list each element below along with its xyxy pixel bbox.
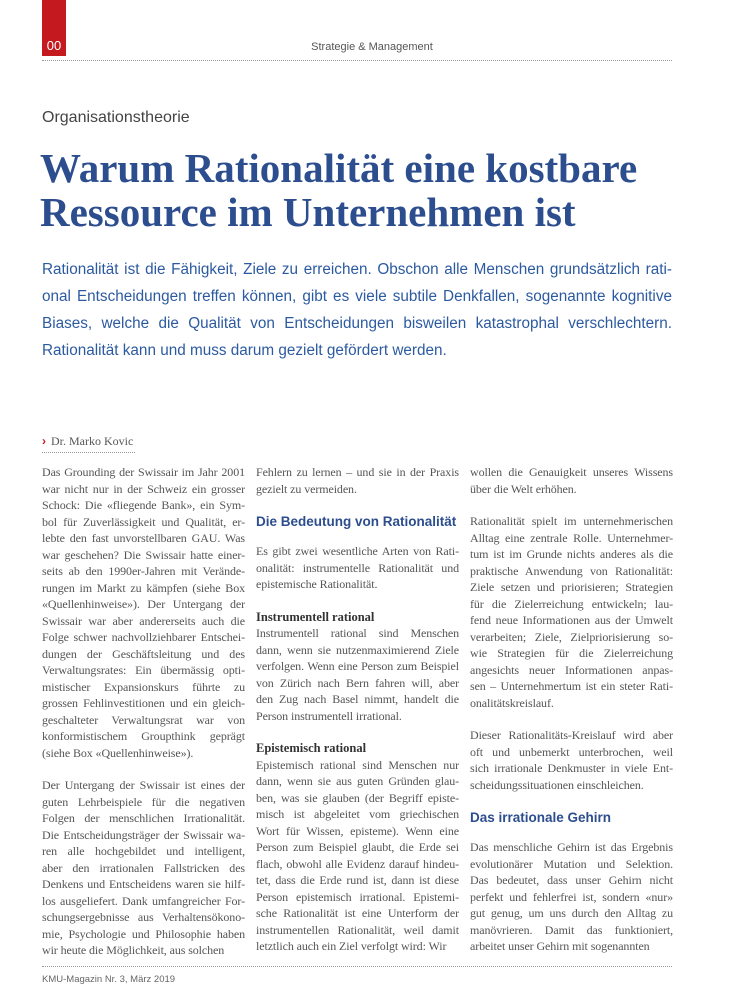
text-line: guten Lehrbeispiele für die negativen	[42, 794, 245, 809]
text-line: onalität: instrumentelle Rationalität und	[256, 560, 459, 575]
text-line: Die Entscheidungsträger der Swissair wa-	[42, 827, 245, 842]
text-line: epistemische Rationalität.	[256, 577, 378, 591]
body-paragraph	[256, 464, 459, 497]
text-line: war geschehen? Die Swissair hatte einer-	[42, 547, 245, 562]
text-line: evolutionärer Mutation und Selektion.	[470, 856, 673, 871]
lead-line: Biases, welche die Qualität von Entscheidungen bisweilen katastrophal verschlechtern.	[42, 315, 672, 332]
section-header: Strategie & Management	[311, 41, 433, 53]
text-line: ben, was sie glauben (der Begriff episte-	[256, 790, 459, 805]
text-line: konformistischem Groupthink geprägt	[42, 729, 245, 743]
text-line: dann, wenn sie aus guten Gründen glau-	[256, 774, 459, 788]
text-line: über die Welt erhöhen.	[470, 481, 577, 496]
text-line: Schock: Die «fliegende Bank», ein Sym-	[42, 498, 245, 512]
lead-paragraph	[42, 256, 672, 364]
text-line: wollen die Genauigkeit unseres Wissens	[470, 465, 673, 479]
text-line: gezielt zu vermeiden.	[256, 481, 357, 496]
text-line: tum ist im Grunde nichts anderes als die	[470, 547, 673, 561]
text-line: Der Untergang der Swissair ist eines der	[42, 778, 245, 792]
text-line: Person zum Beispiel glaubt, die Erde sei	[256, 840, 459, 854]
text-line: dann, wenn sie nutzenmaximierend Ziele	[256, 642, 459, 657]
text-line: Alltag eine zentrale Rolle. Unternehmer-	[470, 530, 673, 545]
footer-divider	[42, 966, 672, 967]
text-line: seits ab den 1990er-Jahren mit Verände-	[42, 564, 245, 578]
text-line: aber den irrationalen Fallstricken des	[42, 860, 245, 875]
text-line: dungen der Geschäftsleitung und des	[42, 646, 245, 661]
lead-line: onal Entscheidungen treffen können, gibt es viele subtile Denkfallen, sogenannte kognitive	[42, 288, 672, 305]
lead-line: Rationalität ist die Fähigkeit, Ziele zu erreichen. Obschon alle Menschen grundsätzlich rati-	[42, 261, 672, 278]
text-line: mistischer Expansionskurs führte zu	[42, 679, 245, 694]
text-line: Swissair war aber andererseits auch die	[42, 613, 245, 628]
text-line: praktische Anwendung von Rationalität:	[470, 563, 673, 578]
text-line: perfekt und fehlerfrei ist, sondern «nur»	[470, 889, 673, 904]
text-line: Epistemisch rational sind Menschen nur	[256, 757, 459, 772]
text-line: letztlich auch ein Ziel verfolgt wird: Wir	[256, 939, 447, 953]
text-line: scheidungssituationen einschleichen.	[470, 777, 644, 792]
text-line: los ausgeliefert. Dank umfangreicher For-	[42, 893, 245, 908]
lead-line: Rationalität kann und muss darum gezielt gefördert werden.	[42, 342, 447, 359]
text-line: schungsergebnisse aus Verhaltensökono-	[42, 910, 245, 924]
text-line: sich irrationale Denkmuster in viele Ent-	[470, 761, 673, 775]
title-line: Warum Rationalität eine kostbare	[40, 145, 638, 191]
text-line: Denkens und Entscheidens waren sie hilf-	[42, 877, 245, 891]
author-byline	[42, 434, 133, 449]
column-1	[42, 464, 245, 975]
text-line: grossen Fehlinvestitionen und ein gleich-	[42, 696, 245, 710]
text-line: Folgen der menschlichen Irrationalität.	[42, 811, 245, 825]
body-paragraph	[470, 839, 673, 955]
text-line: flach, obwohl alle Evidenz darauf hindeu-	[256, 856, 459, 871]
text-line: rungen im Markt zu kämpfen (siehe Box	[42, 580, 245, 595]
body-paragraph	[470, 464, 673, 497]
text-line: verarbeiten; Ziele, Zielpriorisierung so-	[470, 629, 673, 644]
column-3	[470, 464, 673, 971]
body-paragraph	[256, 625, 459, 724]
text-line: verfolgen. Wenn eine Person zum Beispiel	[256, 659, 459, 673]
text-line: fend neue Informationen aus der Umwelt	[470, 613, 673, 627]
body-paragraph	[42, 777, 245, 959]
header-divider	[42, 60, 672, 61]
subheading: Epistemisch rational	[256, 741, 367, 755]
text-line: Rationalität spielt im unternehmerischen	[470, 514, 673, 528]
text-line: lebte den fast unvorstellbaren GAU. Was	[42, 531, 245, 545]
footer: KMU-Magazin Nr. 3, März 2019	[42, 974, 176, 985]
text-line: misch ist abgeleitet vom griechischen	[256, 807, 459, 821]
text-line: angesichts neuer Informationen anpas-	[470, 662, 673, 677]
text-line: von Zürich nach Bern fahren will, aber	[256, 675, 459, 690]
text-line: Person instrumentell irrational.	[256, 708, 402, 723]
text-line: geschalteter Verwaltungsrat war von	[42, 712, 245, 727]
page-title	[40, 146, 720, 234]
page-number: 00	[46, 38, 62, 53]
body-paragraph	[256, 543, 459, 593]
text-line: oft und unbemerkt unterbrochen, weil	[470, 744, 673, 759]
text-line: Das Grounding der Swissair im Jahr 2001	[42, 465, 245, 479]
text-line: onalitätskreislauf.	[470, 695, 554, 710]
text-line: Das bedeutet, dass unser Gehirn nicht	[470, 873, 673, 887]
text-line: den Zug nach Basel nimmt, handelt die	[256, 692, 459, 706]
title-line: Ressource im Unternehmen ist	[40, 189, 576, 235]
text-line: Instrumentell rational sind Menschen	[256, 626, 459, 640]
text-line: (siehe Box «Quellenhinweise»).	[42, 745, 194, 760]
text-line: für die Zielerreichung entwickeln; lau-	[470, 596, 673, 611]
text-line: Das menschliche Gehirn ist das Ergebnis	[470, 840, 673, 854]
chevron-right-icon: ›	[42, 434, 46, 448]
text-line: wie Strategien für die Zielerreichung	[470, 646, 673, 660]
section-heading: Die Bedeutung von Rationalität	[256, 514, 457, 529]
subheading: Instrumentell rational	[256, 609, 375, 624]
text-line: arbeitet unser Gehirn mit sogenannten	[470, 939, 650, 953]
text-line: mie, Psychologie und Philosophie haben	[42, 926, 245, 941]
text-line: «Quellenhinweise»). Der Untergang der	[42, 597, 245, 611]
author-name: Dr. Marko Kovic	[51, 434, 134, 448]
text-line: Person epistemisch irrational. Epistemi-	[256, 889, 459, 904]
text-line: manövrieren. Damit das funktioniert,	[470, 922, 673, 937]
text-line: tet, dass die Erde rund ist, dann ist diese	[256, 873, 459, 887]
text-line: Verwaltungsrates: Ein übermässig opti-	[42, 663, 245, 677]
kicker: Organisationstheorie	[42, 109, 190, 126]
text-line: Dieser Rationalitäts-Kreislauf wird aber	[470, 728, 673, 742]
text-line: gut genug, um uns durch den Alltag zu	[470, 906, 673, 920]
text-line: Fehlern zu lernen – und sie in der Praxis	[256, 465, 459, 479]
text-line: Folge schwer nachvollziehbarer Entschei-	[42, 630, 245, 644]
text-line: Wort für Wissen, episteme). Wenn eine	[256, 823, 459, 838]
text-line: Es gibt zwei wesentliche Arten von Rati-	[256, 544, 459, 558]
text-line: wir heute die Möglichkeit, aus solchen	[42, 943, 225, 957]
text-line: instrumentellen Rationalität, weil damit	[256, 922, 459, 937]
text-line: Ziele setzen und priorisieren; Strategien	[470, 580, 673, 594]
body-paragraph	[470, 513, 673, 711]
text-line: bol für Zuverlässigkeit und Qualität, er-	[42, 514, 245, 529]
body-paragraph	[470, 727, 673, 793]
text-line: ren alle hochgebildet und intelligent,	[42, 844, 245, 858]
section-heading: Das irrationale Gehirn	[470, 810, 612, 825]
body-paragraph	[42, 464, 245, 761]
body-paragraph	[256, 757, 459, 955]
text-line: sen – Unternehmertum ist ein steter Rati-	[470, 679, 673, 693]
text-line: sche Rationalität ist eine Unterform der	[256, 906, 459, 920]
text-line: war nicht nur in der Schweiz ein grosser	[42, 481, 245, 496]
column-2	[256, 464, 459, 971]
author-divider	[42, 452, 135, 453]
